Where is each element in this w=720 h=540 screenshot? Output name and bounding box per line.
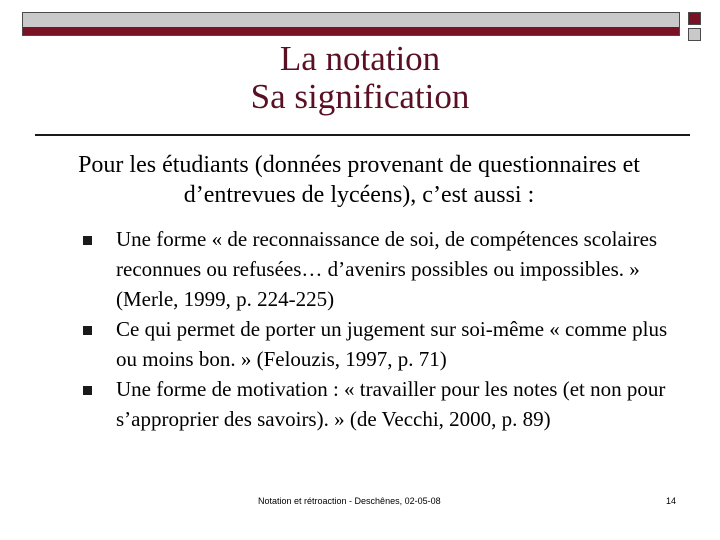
bullet-item [80,224,680,314]
title-divider [35,134,690,136]
header-red-square [688,12,701,25]
bullet-list [80,224,680,434]
bullet-text: Une forme « de reconnaissance de soi, de compétences scolaires reconnues ou refusées… d’avenirs possibles ou impossibles. » (Merle, 1999, p. 224-225) [116,227,658,311]
bullet-text: Ce qui permet de porter un jugement sur soi-même « comme plus ou moins bon. » (Felouzis, 1997, p. 71) [116,317,668,371]
slide-title [0,40,720,116]
header-red-stripe [23,27,679,35]
bullet-item [80,314,680,374]
footer-text: Notation et rétroaction - Deschênes, 02-05-08 [258,496,441,506]
header-decoration-band [22,12,680,36]
square-bullet-icon [83,326,92,335]
title-line-1: La notation [279,39,441,78]
page-number: 14 [666,496,677,506]
title-line-2: Sa signification [250,77,470,116]
bullet-item [80,374,680,434]
slide-footer [0,494,720,508]
square-bullet-icon [83,236,92,245]
intro-text: Pour les étudiants (données provenant de questionnaires et d’entrevues de lycéens), c’est aussi : [78,152,640,208]
square-bullet-icon [83,386,92,395]
bullet-text: Une forme de motivation : « travailler pour les notes (et non pour s’approprier des savoirs). » (de Vecchi, 2000, p. 89) [116,377,666,431]
